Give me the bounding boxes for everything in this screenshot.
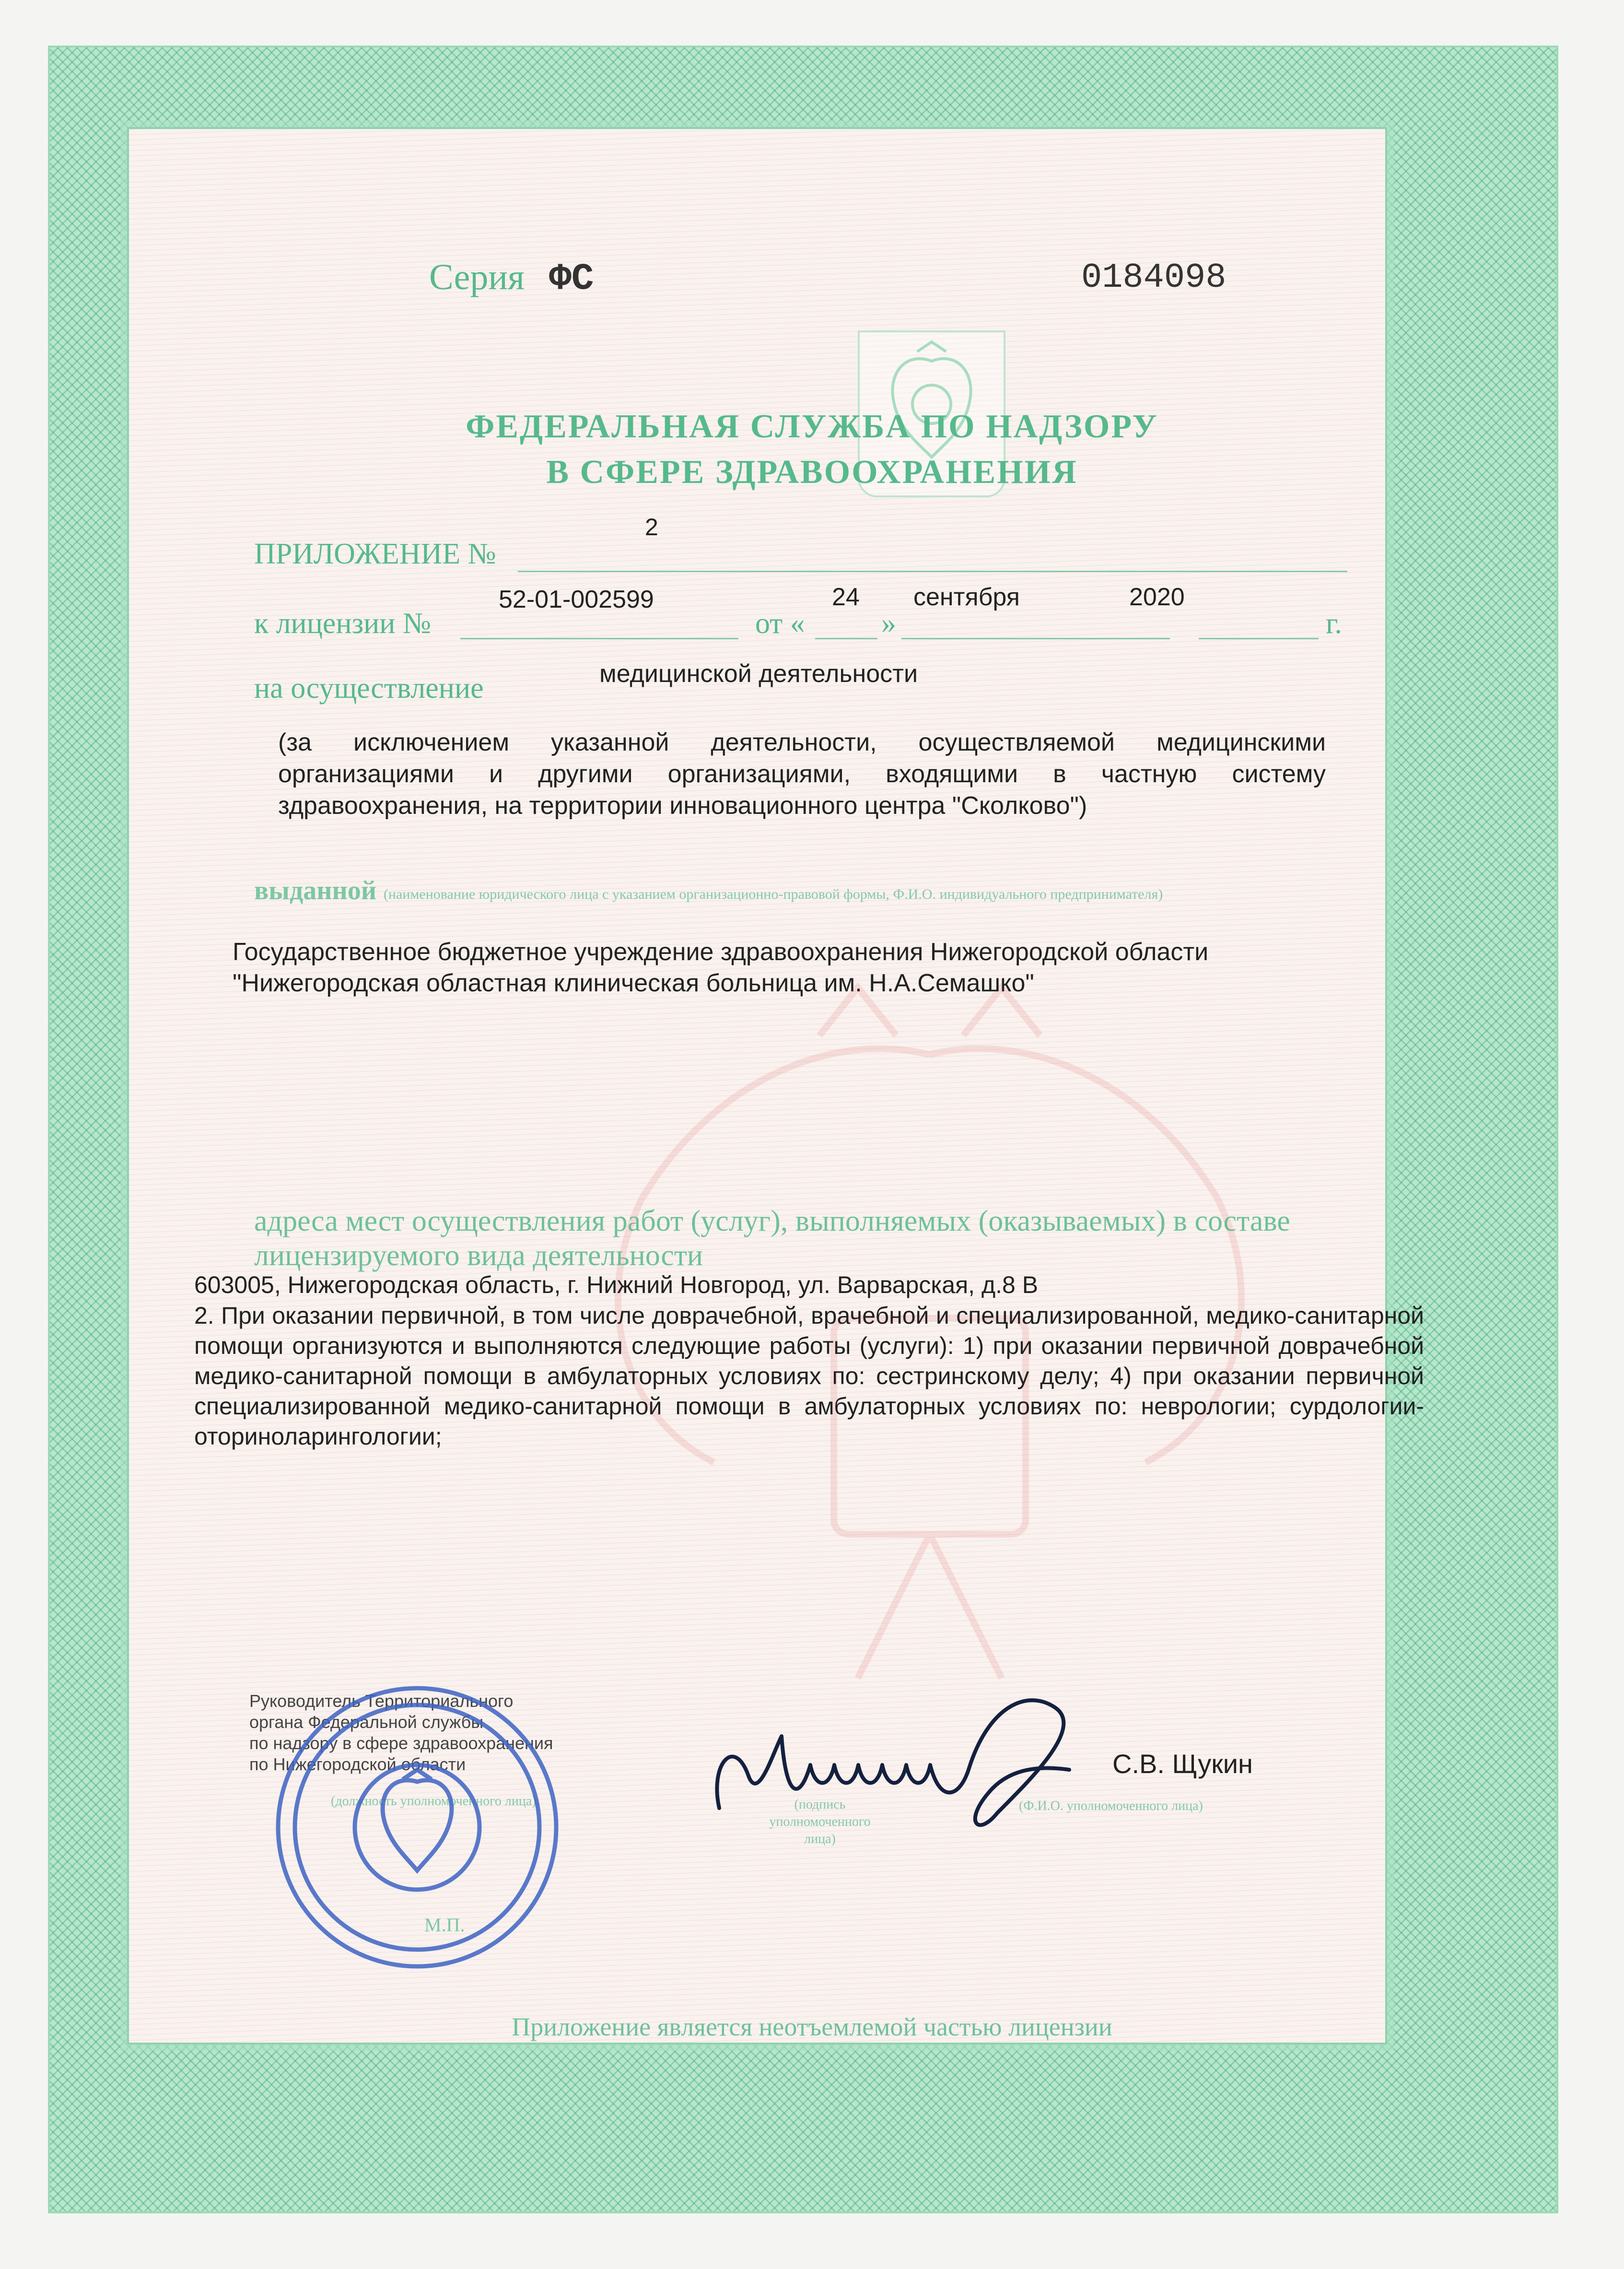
license-month: сентября <box>913 583 1020 611</box>
signatory-position-line2: органа Федеральной службы <box>249 1712 484 1732</box>
year-suffix: г. <box>1326 607 1342 640</box>
month-underline <box>901 638 1170 639</box>
signatory-name-hint: (Ф.И.О. уполномоченного лица) <box>1019 1799 1203 1813</box>
footer-note: Приложение является неотъемлемой частью лицензии <box>512 2012 1112 2041</box>
handwritten-signature <box>690 1679 1132 1851</box>
activity-label: на осуществление <box>254 672 484 705</box>
year-underline <box>1199 638 1319 639</box>
signature-hint-line2: уполномоченного лица) <box>769 1814 871 1846</box>
issued-to-label: выданной <box>254 876 377 905</box>
signatory-position-line1: Руководитель Территориального <box>249 1691 514 1711</box>
series-label: Серия <box>429 257 525 297</box>
issued-to-hint: (наименование юридического лица с указанием организационно-правовой формы, Ф.И.О. индивидуального предпринимателя) <box>384 886 1163 902</box>
signature-hint <box>767 1796 873 1848</box>
signatory-name: С.В. Щукин <box>1112 1749 1253 1779</box>
license-year: 2020 <box>1129 583 1185 611</box>
date-from-label: от « <box>755 607 805 640</box>
signatory-position-line4: по Нижегородской области <box>249 1754 466 1774</box>
issued-to-line2: "Нижегородская областная клиническая больница им. Н.А.Семашко" <box>233 969 1034 997</box>
series-value: ФС <box>549 258 594 300</box>
official-stamp <box>269 1679 566 1976</box>
appendix-value: 2 <box>645 514 658 541</box>
services-list: 2. При оказании первичной, в том числе доврачебной, врачебной и специализированной, медико-санитарной помощи организуются и выполняются следующие работы (услуги): 1) при оказании первичной доврачебной медико-санитарной помощи в амбулаторных условиях по: сестринскому делу; 4) при оказании первичной специализированной медико-санитарной помощи в амбулаторных условиях по: неврологии; сурдологии-оториноларингологии; <box>194 1302 1424 1450</box>
license-number-underline <box>460 638 738 639</box>
activity-value: медицинской деятельности <box>599 660 918 688</box>
address-line: 603005, Нижегородская область, г. Нижний Новгород, ул. Варварская, д.8 В <box>194 1271 1039 1298</box>
authority-title-line2: В СФЕРЕ ЗДРАВООХРАНЕНИЯ <box>546 454 1078 491</box>
day-underline <box>815 638 877 639</box>
license-label: к лицензии № <box>254 607 432 640</box>
quote-close: » <box>881 607 896 640</box>
addresses-label: адреса мест осуществления работ (услуг), выполняемых (оказываемых) в составе лицензируемого вида деятельности <box>254 1205 1290 1272</box>
appendix-underline <box>518 571 1347 572</box>
document-number: 0184098 <box>1081 258 1227 297</box>
issued-to-line1: Государственное бюджетное учреждение здравоохранения Нижегородской области <box>233 938 1209 966</box>
stamp-place-label: М.П. <box>424 1914 465 1936</box>
authority-title-line1: ФЕДЕРАЛЬНАЯ СЛУЖБА ПО НАДЗОРУ <box>466 408 1158 445</box>
signature-hint-line1: (подпись <box>794 1797 846 1812</box>
signatory-position-line3: по надзору в сфере здравоохранения <box>249 1733 553 1753</box>
appendix-label: ПРИЛОЖЕНИЕ № <box>254 538 496 570</box>
license-day: 24 <box>832 583 860 611</box>
activity-note: (за исключением указанной деятельности, осуществляемой медицинскими организациями и другими организациями, входящими в частную систему здравоохранения, на территории инновационного центра "Сколково") <box>278 729 1326 820</box>
license-number: 52-01-002599 <box>499 586 654 613</box>
signatory-position-hint: (должность уполномоченного лица) <box>331 1794 537 1809</box>
